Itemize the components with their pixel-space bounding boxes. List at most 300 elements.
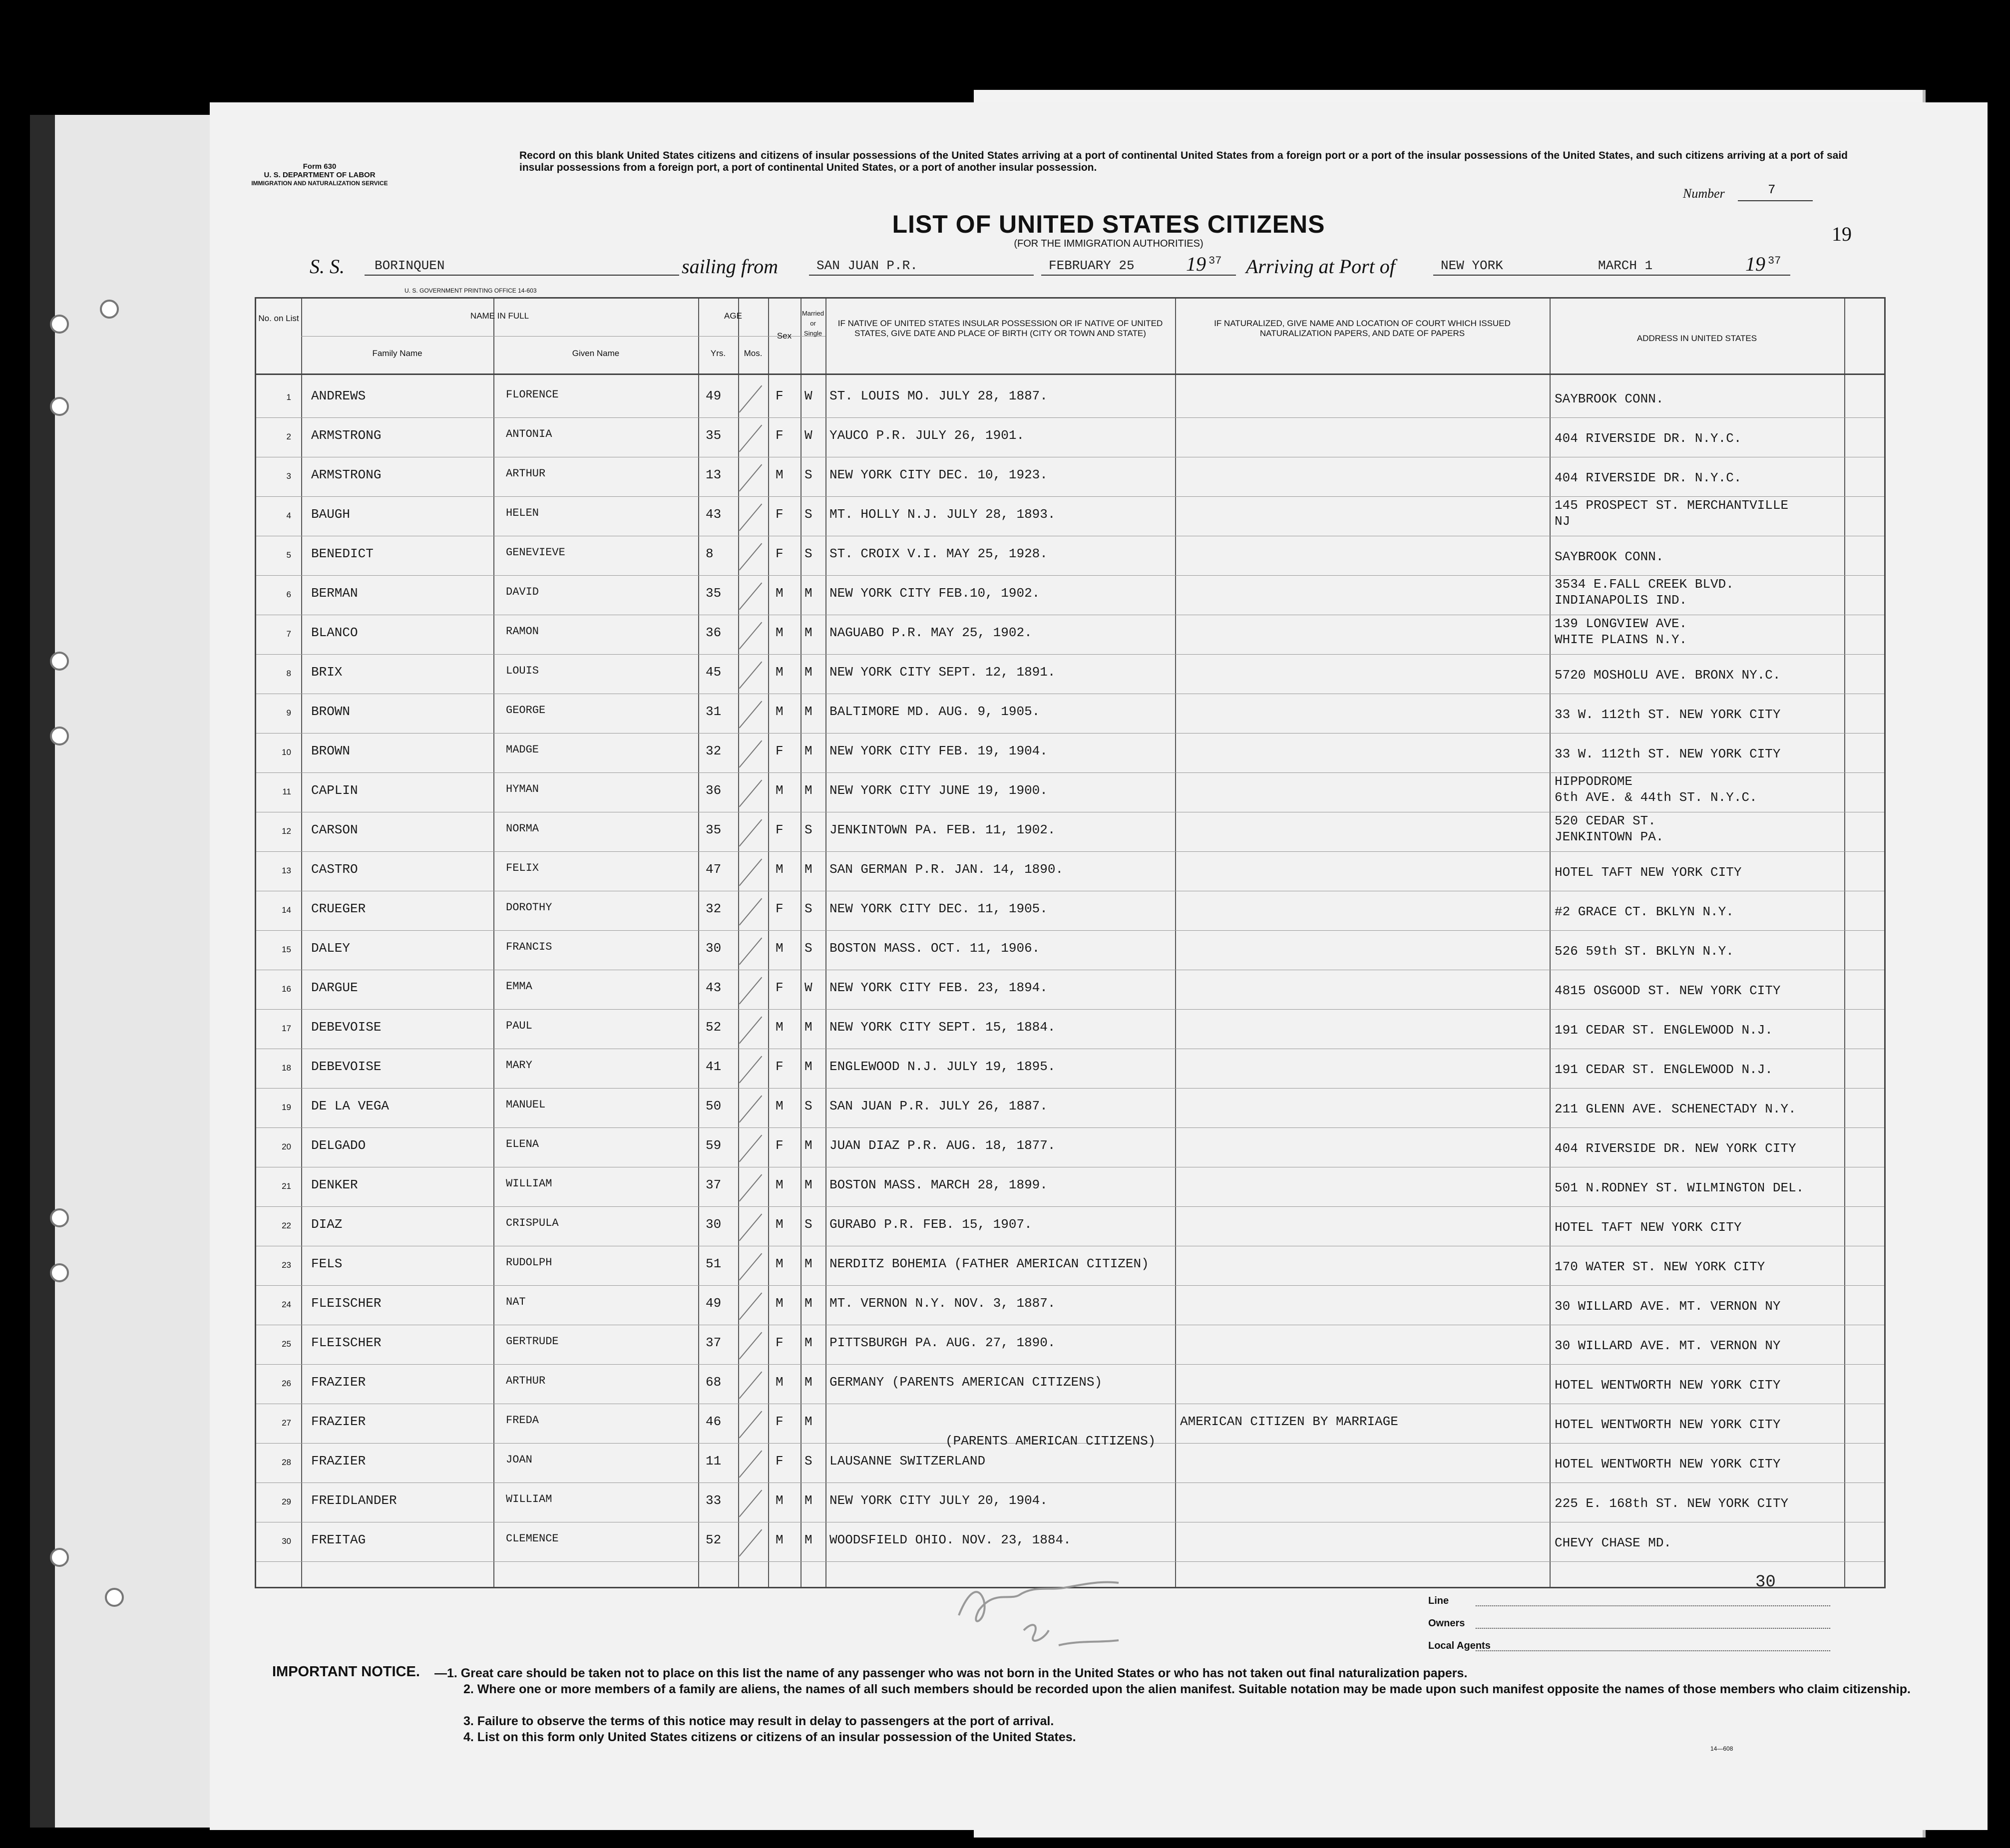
sex-cell: F	[776, 428, 784, 443]
row-number: 8	[286, 669, 291, 678]
manifest-table	[255, 297, 1886, 1588]
marital-status-cell: M	[804, 1020, 812, 1035]
address-line2-cell: WHITE PLAINS N.Y.	[1555, 632, 1687, 647]
binder-hole	[50, 315, 69, 334]
column-divider	[493, 299, 494, 1587]
sex-cell: F	[776, 822, 784, 837]
row-divider	[256, 654, 1884, 655]
address-cell: 526 59th ST. BKLYN N.Y.	[1555, 944, 1734, 959]
family-name-cell: BROWN	[311, 704, 351, 719]
checkmark-icon	[739, 583, 763, 610]
row-number: 15	[282, 945, 291, 954]
age-years-cell: 49	[706, 1296, 722, 1311]
birthplace-cell: NEW YORK CITY JULY 20, 1904.	[829, 1493, 1048, 1508]
row-divider	[256, 930, 1884, 931]
age-years-cell: 8	[706, 546, 714, 561]
marital-status-cell: M	[804, 1296, 812, 1311]
family-name-cell: DIAZ	[311, 1217, 343, 1232]
age-years-cell: 30	[706, 941, 722, 956]
checkmark-icon	[739, 1135, 763, 1162]
address-cell: 33 W. 112th ST. NEW YORK CITY	[1555, 707, 1781, 722]
line-label: Line	[1428, 1595, 1449, 1606]
checkmark-icon	[739, 1056, 763, 1084]
address-line2-cell: 6th AVE. & 44th ST. N.Y.C.	[1555, 790, 1757, 805]
address-cell: HOTEL TAFT NEW YORK CITY	[1555, 1220, 1742, 1235]
given-name-cell: PAUL	[506, 1020, 532, 1032]
birthplace-cell: NEW YORK CITY FEB. 19, 1904.	[829, 743, 1048, 758]
family-name-cell: ARMSTRONG	[311, 467, 382, 482]
header-sex: Sex	[777, 331, 792, 341]
address-cell: 211 GLENN AVE. SCHENECTADY N.Y.	[1555, 1102, 1796, 1116]
row-divider	[256, 575, 1884, 576]
address-cell: HOTEL TAFT NEW YORK CITY	[1555, 865, 1742, 880]
owners-label: Owners	[1428, 1618, 1465, 1629]
sex-cell: F	[776, 1059, 784, 1074]
marital-status-cell: S	[804, 467, 812, 482]
given-name-cell: JOAN	[506, 1454, 532, 1466]
sailing-from-label: sailing from	[682, 255, 778, 278]
checkmark-icon	[739, 977, 763, 1005]
checkmark-icon	[739, 543, 763, 571]
birthplace-cell: YAUCO P.R. JULY 26, 1901.	[829, 428, 1025, 443]
checkmark-icon	[739, 1332, 763, 1360]
departure-year: 37	[1208, 255, 1222, 267]
address-cell: HOTEL WENTWORTH NEW YORK CITY	[1555, 1417, 1781, 1432]
age-years-cell: 30	[706, 1217, 722, 1232]
birthplace-cell: NAGUABO P.R. MAY 25, 1902.	[829, 625, 1032, 640]
department-name: U. S. DEPARTMENT OF LABOR	[264, 171, 376, 179]
family-name-cell: FRAZIER	[311, 1454, 366, 1469]
address-cell: 33 W. 112th ST. NEW YORK CITY	[1555, 746, 1781, 761]
marital-status-cell: M	[804, 1414, 812, 1429]
row-number: 2	[286, 432, 291, 441]
birthplace-cell: NEW YORK CITY SEPT. 12, 1891.	[829, 665, 1056, 680]
given-name-cell: ELENA	[506, 1138, 539, 1150]
header-family-name: Family Name	[372, 349, 422, 358]
family-name-cell: BERMAN	[311, 586, 358, 601]
birthplace-cell: MT. VERNON N.Y. NOV. 3, 1887.	[829, 1296, 1056, 1311]
address-cell: SAYBROOK CONN.	[1555, 549, 1664, 564]
sailing-underline	[809, 275, 1034, 276]
birthplace-cell: ST. LOUIS MO. JULY 28, 1887.	[829, 388, 1048, 403]
given-name-cell: GEORGE	[506, 704, 546, 717]
given-name-cell: MADGE	[506, 743, 539, 756]
age-years-cell: 52	[706, 1532, 722, 1547]
page-title: LIST OF UNITED STATES CITIZENS	[892, 210, 1325, 238]
sex-cell: M	[776, 1256, 784, 1271]
family-name-cell: DENKER	[311, 1177, 358, 1192]
family-name-cell: FRAZIER	[311, 1414, 366, 1429]
family-name-cell: FREIDLANDER	[311, 1493, 397, 1508]
given-name-cell: WILLIAM	[506, 1177, 552, 1190]
address-line1-cell: 145 PROSPECT ST. MERCHANTVILLE	[1555, 498, 1789, 513]
birthplace-cell: BALTIMORE MD. AUG. 9, 1905.	[829, 704, 1040, 719]
given-name-cell: ARTHUR	[506, 467, 546, 480]
marital-status-cell: M	[804, 1177, 812, 1192]
birthplace-cell: ST. CROIX V.I. MAY 25, 1928.	[829, 546, 1048, 561]
column-divider	[301, 299, 302, 1587]
checkmark-icon	[739, 859, 763, 886]
address-cell: HOTEL WENTWORTH NEW YORK CITY	[1555, 1457, 1781, 1472]
header-given-name: Given Name	[572, 349, 620, 358]
address-cell: 30 WILLARD AVE. MT. VERNON NY	[1555, 1299, 1781, 1314]
given-name-cell: RUDOLPH	[506, 1256, 552, 1269]
age-years-cell: 36	[706, 625, 722, 640]
ship-underline	[365, 275, 679, 276]
ss-label: S. S.	[310, 255, 345, 278]
birthplace-cell: LAUSANNE SWITZERLAND	[829, 1454, 986, 1469]
form-number: Form 630	[303, 162, 337, 171]
marital-status-cell: M	[804, 665, 812, 680]
checkmark-icon	[739, 1411, 763, 1439]
birthplace-cell: PITTSBURGH PA. AUG. 27, 1890.	[829, 1335, 1056, 1350]
header-name-in-full: NAME IN FULL	[470, 311, 529, 321]
arrival-date-underline	[1591, 275, 1790, 276]
row-divider	[256, 1561, 1884, 1562]
family-name-cell: FLEISCHER	[311, 1296, 382, 1311]
address-line1-cell: HIPPODROME	[1555, 774, 1633, 789]
number-label: Number	[1683, 186, 1725, 201]
departure-year-prefix: 19	[1186, 253, 1206, 275]
manifest-page	[210, 102, 1988, 1830]
family-name-cell: DEBEVOISE	[311, 1020, 382, 1035]
binder-hole	[50, 397, 69, 416]
column-divider	[1175, 299, 1176, 1587]
given-name-cell: MANUEL	[506, 1099, 546, 1111]
line-underline	[1476, 1605, 1830, 1606]
address-cell: 404 RIVERSIDE DR. N.Y.C.	[1555, 470, 1742, 485]
number-underline	[1738, 200, 1813, 201]
binder-hole	[50, 1548, 69, 1567]
sex-cell: F	[776, 388, 784, 403]
row-number: 3	[286, 471, 291, 481]
header-bottom	[256, 373, 1884, 375]
family-name-cell: FELS	[311, 1256, 343, 1271]
birthplace-cell: NEW YORK CITY FEB. 23, 1894.	[829, 980, 1048, 995]
header-divider	[301, 336, 825, 337]
age-years-cell: 43	[706, 980, 722, 995]
row-number: 23	[282, 1260, 291, 1270]
marital-status-cell: M	[804, 743, 812, 758]
header-age-years: Yrs.	[710, 349, 726, 358]
birthplace-cell: SAN GERMAN P.R. JAN. 14, 1890.	[829, 862, 1064, 877]
given-name-cell: FELIX	[506, 862, 539, 874]
birthplace-cell: NEW YORK CITY JUNE 19, 1900.	[829, 783, 1048, 798]
birthplace-cell: GERMANY (PARENTS AMERICAN CITIZENS)	[829, 1375, 1103, 1390]
row-divider	[256, 1127, 1884, 1128]
arrival-date: MARCH 1	[1598, 258, 1653, 273]
birthplace-cell: NEW YORK CITY DEC. 11, 1905.	[829, 901, 1048, 916]
sex-cell: M	[776, 704, 784, 719]
family-name-cell: ARMSTRONG	[311, 428, 382, 443]
header-age-months: Mos.	[744, 349, 763, 358]
given-name-cell: DAVID	[506, 586, 539, 598]
given-name-cell: RAMON	[506, 625, 539, 638]
column-divider	[738, 299, 739, 1587]
family-name-cell: FRAZIER	[311, 1375, 366, 1390]
agents-underline	[1476, 1650, 1830, 1651]
age-years-cell: 35	[706, 822, 722, 837]
given-name-cell: CRISPULA	[506, 1217, 559, 1229]
sex-cell: F	[776, 1414, 784, 1429]
sex-cell: M	[776, 1493, 784, 1508]
marital-status-cell: W	[804, 388, 812, 403]
row-number: 10	[282, 747, 291, 757]
marital-status-cell: S	[804, 901, 812, 916]
age-years-cell: 47	[706, 862, 722, 877]
address-line1-cell: 139 LONGVIEW AVE.	[1555, 616, 1687, 631]
sex-cell: F	[776, 1335, 784, 1350]
address-line1-cell: 520 CEDAR ST.	[1555, 813, 1656, 828]
family-name-cell: DEBEVOISE	[311, 1059, 382, 1074]
marital-status-cell: S	[804, 1454, 812, 1469]
checkmark-icon	[739, 740, 763, 768]
checkmark-icon	[739, 1451, 763, 1478]
family-name-cell: CRUEGER	[311, 901, 366, 916]
checkmark-icon	[739, 898, 763, 926]
age-years-cell: 46	[706, 1414, 722, 1429]
row-number: 4	[286, 511, 291, 520]
address-line1-cell: 3534 E.FALL CREEK BLVD.	[1555, 577, 1734, 592]
row-number: 11	[282, 787, 291, 796]
age-years-cell: 43	[706, 507, 722, 522]
column-divider	[825, 299, 826, 1587]
sex-cell: F	[776, 546, 784, 561]
marital-status-cell: M	[804, 783, 812, 798]
checkmark-icon	[739, 701, 763, 729]
header-married-or-single: Married or Single	[802, 310, 824, 337]
age-years-cell: 32	[706, 901, 722, 916]
checkmark-icon	[739, 1174, 763, 1202]
sex-cell: M	[776, 1532, 784, 1547]
row-number: 30	[282, 1536, 291, 1546]
row-number: 22	[282, 1221, 291, 1230]
marital-status-cell: M	[804, 586, 812, 601]
departure-underline	[1041, 275, 1236, 276]
age-years-cell: 11	[706, 1454, 722, 1469]
row-number: 29	[282, 1497, 291, 1506]
notice-item-2: 2. Where one or more members of a family are aliens, the names of all such members should be recorded upon the alien manifest. Suitable notation may be made upon such manifest opposite the names of those members who claim citizenship.	[463, 1682, 1911, 1696]
arrival-port: NEW YORK	[1441, 258, 1503, 273]
given-name-cell: WILLIAM	[506, 1493, 552, 1505]
row-divider	[256, 733, 1884, 734]
age-years-cell: 41	[706, 1059, 722, 1074]
given-name-cell: HYMAN	[506, 783, 539, 795]
address-cell: CHEVY CHASE MD.	[1555, 1535, 1672, 1550]
sex-cell: M	[776, 783, 784, 798]
printing-office: U. S. GOVERNMENT PRINTING OFFICE 14-603	[404, 287, 537, 294]
birthplace-cell: WOODSFIELD OHIO. NOV. 23, 1884.	[829, 1532, 1071, 1547]
form-stock-number: 14—608	[1710, 1745, 1733, 1752]
address-line2-cell: JENKINTOWN PA.	[1555, 829, 1664, 844]
header-age: AGE	[724, 311, 742, 321]
marital-status-cell: M	[804, 1375, 812, 1390]
marital-status-cell: S	[804, 822, 812, 837]
family-name-cell: CAPLIN	[311, 783, 358, 798]
given-name-cell: HELEN	[506, 507, 539, 519]
birthplace-cell: NERDITZ BOHEMIA (FATHER AMERICAN CITIZEN)	[829, 1256, 1149, 1271]
sex-cell: M	[776, 467, 784, 482]
service-name: IMMIGRATION AND NATURALIZATION SERVICE	[251, 180, 388, 187]
checkmark-icon	[739, 1253, 763, 1281]
handwritten-signature	[949, 1570, 1159, 1655]
row-number: 27	[282, 1418, 291, 1428]
checkmark-icon	[739, 622, 763, 650]
checkmark-icon	[739, 780, 763, 807]
binder-hole	[50, 652, 69, 671]
family-name-cell: BLANCO	[311, 625, 358, 640]
address-line2-cell: INDIANAPOLIS IND.	[1555, 593, 1687, 608]
row-number: 13	[282, 866, 291, 875]
address-cell: SAYBROOK CONN.	[1555, 391, 1664, 406]
checkmark-icon	[739, 662, 763, 689]
age-years-cell: 35	[706, 428, 722, 443]
column-divider	[698, 299, 699, 1587]
marital-status-cell: S	[804, 546, 812, 561]
marital-status-cell: W	[804, 980, 812, 995]
family-name-cell: DE LA VEGA	[311, 1099, 390, 1113]
family-name-cell: FREITAG	[311, 1532, 366, 1547]
notice-heading: IMPORTANT NOTICE.	[272, 1664, 420, 1680]
row-number: 5	[286, 550, 291, 560]
family-name-cell: CASTRO	[311, 862, 358, 877]
given-name-cell: LOUIS	[506, 665, 539, 677]
sex-cell: F	[776, 980, 784, 995]
sex-cell: F	[776, 901, 784, 916]
marital-status-cell: M	[804, 1256, 812, 1271]
checkmark-icon	[739, 1490, 763, 1517]
owners-underline	[1476, 1628, 1830, 1629]
birthplace-cell: GURABO P.R. FEB. 15, 1907.	[829, 1217, 1032, 1232]
binder-hole	[100, 300, 119, 319]
checkmark-icon	[739, 464, 763, 492]
age-years-cell: 51	[706, 1256, 722, 1271]
naturalization-cell: AMERICAN CITIZEN BY MARRIAGE	[1180, 1414, 1398, 1429]
row-number: 9	[286, 708, 291, 718]
binder-hole	[50, 1263, 69, 1282]
page-subtitle: (FOR THE IMMIGRATION AUTHORITIES)	[1014, 238, 1204, 249]
family-name-cell: BROWN	[311, 743, 351, 758]
address-cell: 501 N.RODNEY ST. WILMINGTON DEL.	[1555, 1180, 1804, 1195]
age-years-cell: 35	[706, 586, 722, 601]
notice-item-4: 4. List on this form only United States citizens or citizens of an insular possession of the United States.	[463, 1730, 1076, 1744]
marital-status-cell: M	[804, 1138, 812, 1153]
row-divider	[256, 772, 1884, 773]
given-name-cell: ARTHUR	[506, 1375, 546, 1387]
given-name-cell: GERTRUDE	[506, 1335, 559, 1348]
birthplace-cell: NEW YORK CITY FEB.10, 1902.	[829, 586, 1040, 601]
row-divider	[256, 1206, 1884, 1207]
checkmark-icon	[739, 425, 763, 452]
row-number: 16	[282, 984, 291, 994]
birthplace-note-cell: (PARENTS AMERICAN CITIZENS)	[945, 1434, 1156, 1449]
birthplace-cell: NEW YORK CITY DEC. 10, 1923.	[829, 467, 1048, 482]
age-years-cell: 13	[706, 467, 722, 482]
row-divider	[256, 1285, 1884, 1286]
address-cell: 191 CEDAR ST. ENGLEWOOD N.J.	[1555, 1023, 1773, 1038]
address-cell: HOTEL WENTWORTH NEW YORK CITY	[1555, 1378, 1781, 1393]
family-name-cell: CARSON	[311, 822, 358, 837]
row-number: 12	[282, 826, 291, 836]
family-name-cell: BAUGH	[311, 507, 351, 522]
birthplace-cell: BOSTON MASS. MARCH 28, 1899.	[829, 1177, 1048, 1192]
given-name-cell: FREDA	[506, 1414, 539, 1427]
row-number: 21	[282, 1181, 291, 1191]
number-value: 7	[1768, 182, 1776, 197]
checkmark-icon	[739, 819, 763, 847]
notice-item-3: 3. Failure to observe the terms of this notice may result in delay to passengers at the port of arrival.	[463, 1714, 1054, 1728]
family-name-cell: DELGADO	[311, 1138, 366, 1153]
sailing-from-port: SAN JUAN P.R.	[816, 258, 918, 273]
header-address: ADDRESS IN UNITED STATES	[1636, 334, 1757, 343]
marital-status-cell: M	[804, 1335, 812, 1350]
sheet-number: 19	[1832, 223, 1852, 245]
age-years-cell: 59	[706, 1138, 722, 1153]
address-cell: 5720 MOSHOLU AVE. BRONX NY.C.	[1555, 668, 1781, 683]
column-divider	[768, 299, 769, 1587]
sex-cell: F	[776, 743, 784, 758]
checkmark-icon	[739, 1096, 763, 1123]
checkmark-icon	[739, 1372, 763, 1399]
given-name-cell: EMMA	[506, 980, 532, 993]
row-divider	[256, 417, 1884, 418]
address-cell: 30 WILLARD AVE. MT. VERNON NY	[1555, 1338, 1781, 1353]
given-name-cell: NORMA	[506, 822, 539, 835]
marital-status-cell: M	[804, 625, 812, 640]
marital-status-cell: M	[804, 1493, 812, 1508]
row-number: 6	[286, 590, 291, 599]
age-years-cell: 50	[706, 1099, 722, 1113]
row-number: 25	[282, 1339, 291, 1349]
column-divider	[801, 299, 802, 1587]
family-name-cell: BRIX	[311, 665, 343, 680]
sex-cell: F	[776, 1138, 784, 1153]
marital-status-cell: M	[804, 862, 812, 877]
row-divider	[256, 1088, 1884, 1089]
form-preamble: Record on this blank United States citizens and citizens of insular possessions of the United States arriving at a port of continental United States from a foreign port or a port of the insular possessions of the United States, and such citizens arriving at a port of said insular possessions from a foreign port, a port of continental United States, or a port of another insular possession.	[519, 150, 1848, 173]
age-years-cell: 31	[706, 704, 722, 719]
family-name-cell: ANDREWS	[311, 388, 366, 403]
binder-hole	[50, 727, 69, 745]
row-number: 28	[282, 1458, 291, 1467]
sex-cell: M	[776, 1296, 784, 1311]
sex-cell: M	[776, 586, 784, 601]
row-divider	[256, 1009, 1884, 1010]
marital-status-cell: S	[804, 1217, 812, 1232]
family-name-cell: BENEDICT	[311, 546, 374, 561]
arrival-year: 37	[1768, 255, 1781, 267]
binder-backing	[55, 115, 210, 1828]
given-name-cell: FLORENCE	[506, 388, 559, 401]
arrival-port-underline	[1433, 275, 1598, 276]
sex-cell: M	[776, 625, 784, 640]
row-number: 26	[282, 1379, 291, 1388]
family-name-cell: DALEY	[311, 941, 351, 956]
marital-status-cell: M	[804, 1532, 812, 1547]
age-years-cell: 49	[706, 388, 722, 403]
ship-name: BORINQUEN	[375, 258, 445, 273]
checkmark-icon	[739, 385, 763, 413]
departure-date: FEBRUARY 25	[1049, 258, 1135, 273]
arriving-label: Arriving at Port of	[1246, 255, 1395, 278]
header-naturalization: IF NATURALIZED, GIVE NAME AND LOCATION OF COURT WHICH ISSUED NATURALIZATION PAPERS, AND DATE OF PAPERS	[1214, 319, 1511, 338]
column-divider	[1844, 299, 1845, 1587]
sex-cell: M	[776, 1217, 784, 1232]
checkmark-icon	[739, 1017, 763, 1044]
address-cell: 404 RIVERSIDE DR. NEW YORK CITY	[1555, 1141, 1796, 1156]
age-years-cell: 52	[706, 1020, 722, 1035]
given-name-cell: FRANCIS	[506, 941, 552, 953]
